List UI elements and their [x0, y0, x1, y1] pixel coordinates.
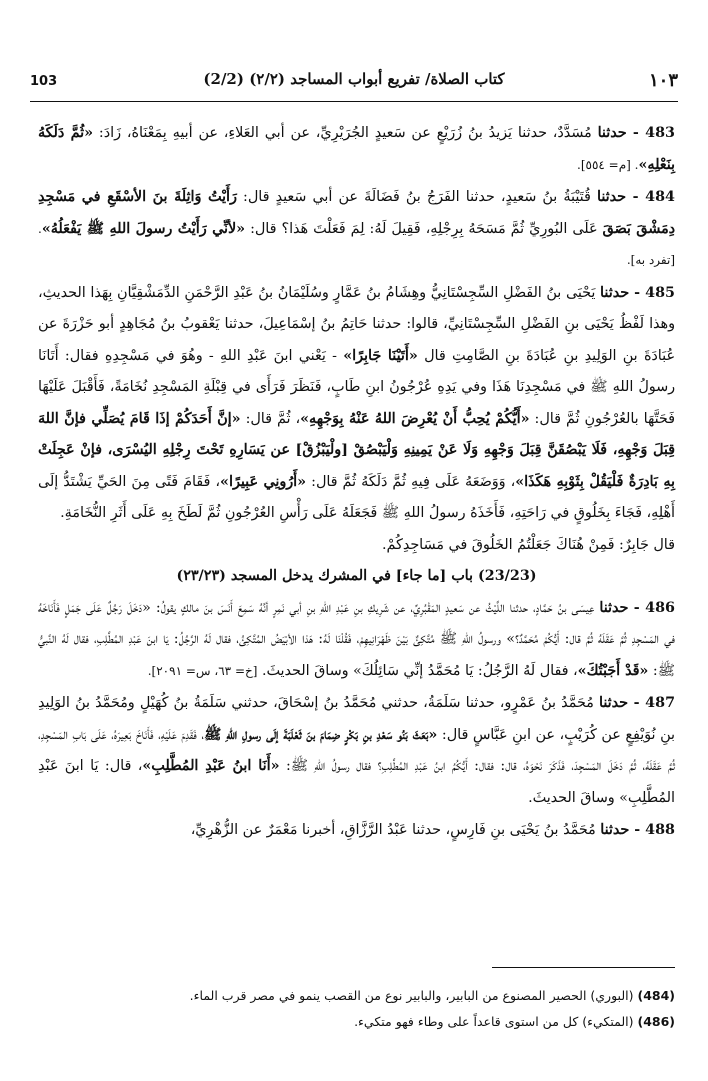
running-title: (2/2) كتاب الصلاة/ تفريع أبواب المساجد (٢/٢) [203, 70, 505, 88]
hadith-number: 483 - حدثنا [597, 125, 675, 141]
hadith-485 [38, 278, 675, 530]
hadith-quote: «قَدْ أَجَبْتُكَ» [577, 662, 649, 679]
hadith-484 [38, 182, 675, 277]
hadith-text: مُحَمَّدُ بنُ عَمْرٍو، حدثنا سَلَمَةُ، حدثني مُحَمَّدُ بنُ إسْحَاقَ، حدثني سَلَمَةُ بنُ كُهَيْلٍ ومُحَمَّدُ بنُ الوَلِيدِ بنِ نُوَيْفِعٍ عن كُرَيْبٍ، عن ابنِ عَبَّاسٍ قال: [38, 695, 675, 743]
hadith-text: ، فَقَامَ فَتًى مِنَ الحَيِّ يَشْتَدُّ إلَى أَهْلِهِ، فَجَاءَ بِخَلُوقٍ في رَاحَتِهِ، فَأَخَذَهُ رسولُ اللهِ ﷺ فَجَعَلَهُ عَلَى رَأْسِ العُرْجُونِ ثُمَّ لَطَخَ بِهِ عَلَى أَثَرِ النُّخَامَةِ. [38, 473, 675, 521]
hadith-text: ، ثُمَّ قال: [240, 410, 301, 427]
page-number-arabic: ١٠٣ [648, 70, 678, 91]
hadith-quote: «بَعَثَ بَنُو سَعْدِ بنِ بَكْرٍ ضِمَامَ بنَ ثَعْلَبَةَ إلَى رسولِ اللهِ ﷺ [204, 726, 438, 743]
footnote-ref: (486) [637, 1014, 675, 1029]
hadith-reference: . [تفرد به]. [38, 221, 675, 267]
hadith-quote: «لأنِّي رَأَيْتُ رسولَ اللهِ ﷺ يَفْعَلُهُ» [41, 220, 246, 237]
footnotes [33, 983, 675, 1035]
chapter-heading: (23/23) باب [ما جاء] في المشرك يدخل المسجد (٢٣/٢٣) [176, 568, 537, 584]
hadith-number: 486 - حدثنا [599, 599, 675, 616]
hadith-text: يَحْيَى بنُ الفَضْلِ السِّجِسْتَانِيُّ وهِشَامُ بنُ عَمَّارٍ وسُلَيْمَانُ بنُ عَبْدِ الرَّحْمَنِ الدِّمَشْقِيَّانِ بِهَذا الحديثِ، وهذا لَفْظُ يَحْيَى بنِ الفَضْلِ السِّجِسْتَانِيِّ، قالوا: حدثنا حَاتِمُ بنُ إسْمَاعِيلَ، حدثنا يَعْقوبُ بنُ مُجَاهِدٍ أبو حَزْرَةَ عن عُبَادَةَ بنِ الوَلِيدِ بنِ عُبَادَةَ بنِ الصَّامِتِ قال [38, 284, 675, 364]
main-text [38, 118, 675, 847]
hadith-text: ، فقال لَهُ الرَّجُلُ: يَا مُحَمَّدُ إنِّي سَائِلُكَ» وساقَ الحديثَ. [257, 662, 578, 679]
hadith-quote: «إنَّ أَحَدَكُمْ إذَا قَامَ يُصَلِّي فإنَّ اللهَ قِبَلَ وَجْهِهِ، فَلَا يَبْصُقَنَّ قِبَلَ وَجْهِهِ وَلَا عَنْ يَمِينِهِ وَلْيَبْصُقْ [ولْيَبْزُقْ] عن يَسَارِهِ تَحْتَ رِجْلِهِ اليُسْرَى، فإنْ عَجِلَتْ بِهِ بَادِرَةٌ فَلْيَقُلْ بِثَوْبِهِ هَكَذَا» [38, 410, 675, 490]
hadith-483 [38, 118, 675, 181]
page-header [30, 70, 678, 96]
hadith-quote: «أَرُونِي عَبِيرًا» [220, 473, 307, 490]
hadith-number: 484 - حدثنا [597, 189, 675, 205]
hadith-number: 488 - حدثنا [600, 822, 675, 838]
footnote-486 [33, 1009, 675, 1035]
hadith-quote: «أَتَيْنَا جَابِرًا» [343, 347, 418, 364]
footnote-ref: (484) [637, 988, 675, 1003]
hadith-text: مُحَمَّدُ بنُ يَحْيَى بنِ فَارِسٍ، حدثنا عَبْدُ الرَّزَّاقِ، أخبرنا مَعْمَرٌ عن الزُّهْرِيِّ، [190, 822, 601, 838]
hadith-text: - يَعْني ابنَ عَبْدِ اللهِ - وهُوَ في مَسْجِدِهِ فقال: أَتَانَا رسولُ اللهِ ﷺ في مَسْجِدِنَا هَذَا وفي يَدِهِ عُرْجُونُ ابنِ طَابٍ، فَنَظَرَ فَرَأَى في قِبْلَةِ المَسْجِدِ نُخَامَةً، فَأَقْبَلَ عَلَيْهَا فَحَتَّهَا بالعُرْجُونِ ثُمَّ قال: [38, 347, 676, 427]
hadith-488 [38, 815, 675, 847]
hadith-text: عَلَى البُورِيِّ ثُمَّ مَسَحَهُ بِرِجْلِهِ، فَقِيلَ لَهُ: لِمَ فَعَلْتَ هَذا؟ قال: [245, 220, 603, 237]
hadith-text: ، قال: يَا ابنَ عَبْدِ المُطَّلِبِ» وساقَ الحديثَ. [38, 758, 675, 806]
hadith-number: 485 - حدثنا [600, 284, 675, 301]
hadith-reference: . [م= ٥٥٤]. [577, 157, 639, 172]
footnote-text: (المتكيء) كل من استوى قاعداً على وطاء فهو متكيء. [354, 1014, 638, 1029]
hadith-quote: «ثُمَّ دَلَكَهُ بِنَعْلِهِ» [38, 125, 675, 173]
footnote-rule [492, 967, 675, 968]
hadith-quote: «أَيُّكُمْ يُحِبُّ أَنْ يُعْرِضَ اللهُ عَنْهُ بِوَجْهِهِ» [300, 410, 530, 427]
footnote-text: (البوري) الحصير المصنوع من البابير، والبابير نوع من القصب ينمو في مصر قرب الماء. [189, 988, 638, 1003]
hadith-text: قُتَيْبَةُ بنُ سَعيدٍ، حدثنا الفَرَجُ بنُ فَضَالَةَ عن أبي سَعيدٍ قال: [236, 189, 598, 205]
header-rule [30, 101, 678, 102]
hadith-text: ، فَقَدِمَ عَلَيْهِ، فَأَنَاخَ بَعِيرَهُ، عَلَى بَابِ المَسْجِدِ، ثُمَّ عَقَلَهُ، ثُمَّ دَخَلَ المَسْجِدَ، فَذَكَرَ نَحْوَهُ، قال: فقال: أَيُّكُمُ ابنُ عَبْدِ المُطَّلِبِ؟ فقال رسولُ اللهِ ﷺ: [38, 726, 675, 774]
hadith-number: 487 - حدثنا [599, 695, 676, 711]
hadith-quote: رَأَيْتُ وَاثِلَةَ بنَ الأسْقَعِ في مَسْجِدِ دِمَشْقَ بَصَقَ [38, 189, 675, 237]
hadith-text: مُسَدَّدٌ، حدثنا يَزيدُ بنُ زُرَيْعٍ عن سَعيدٍ الجُرَيْرِيِّ، عن أبي العَلاءِ، عن أبيهِ بِمَعْنَاهُ، زَادَ: [93, 125, 598, 141]
footnote-484 [33, 983, 675, 1009]
hadith-text: ، وَوَضَعَهُ عَلَى فِيهِ ثُمَّ دَلَكَهُ ثُمَّ قال: [306, 473, 516, 490]
hadith-487 [38, 688, 675, 814]
hadith-486 [38, 593, 675, 688]
hadith-quote: «أَنَا ابنُ عَبْدِ المُطَّلِبِ» [142, 758, 280, 774]
jabir-note: قال جَابِرٌ: فَمِنْ هُنَاكَ جَعَلْتُمُ الخَلُوقَ في مَسَاجِدِكُمْ. [381, 536, 675, 553]
hadith-reference: [خ= ٦٣، س= ٢٠٩١]. [147, 663, 258, 678]
hadith-text: عِيسَى بنُ حَمَّادٍ، حدثنا اللَّيْثُ عن سَعيدٍ المَقْبُرِيِّ، عن شَرِيكِ بنِ عَبْدِ اللهِ بنِ أبي نَمِرٍ أنَّهُ سَمِعَ أَنَسَ بنَ مالكٍ يقولُ: «دَخَلَ رَجُلٌ عَلَى جَمَلٍ فَأَنَاخَهُ في المَسْجِدِ ثُمَّ عَقَلَهُ ثُمَّ قال: أَيُّكُمْ مُحَمَّدٌ؟» ورسولُ اللهِ ﷺ مُتَّكِئٌ بَيْنَ ظَهْرَانِيهِمْ، فَقُلْنَا لَهُ: هَذا الأبْيَضُ المُتَّكِئُ، فقال لَهُ الرَّجُلُ: يَا ابنَ عَبْدِ المُطَّلِبِ، فقال لَهُ النَّبيُّ ﷺ: [38, 599, 675, 679]
page-number-latin: 103 [30, 74, 58, 89]
